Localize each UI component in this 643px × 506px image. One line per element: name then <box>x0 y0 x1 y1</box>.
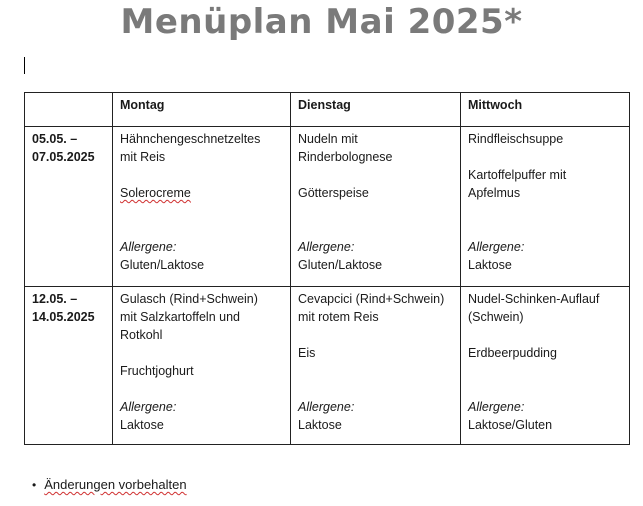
dish-line: Kartoffelpuffer mit <box>468 168 567 182</box>
footnote-text: Änderungen vorbehalten <box>44 477 187 492</box>
date-end: 07.05.2025 <box>32 150 95 164</box>
dish-line: Nudel-Schinken-Auflauf <box>468 292 600 306</box>
dessert: Erdbeerpudding <box>468 346 557 360</box>
dessert: Götterspeise <box>298 186 369 200</box>
table-row <box>25 287 630 445</box>
header-tuesday: Dienstag <box>291 93 461 127</box>
allergen-label: Allergene: <box>468 240 525 254</box>
dish-line: Rinderbolognese <box>298 150 393 164</box>
dish-line: Rotkohl <box>120 328 163 342</box>
date-end: 14.05.2025 <box>32 310 95 324</box>
dish-line: Gulasch (Rind+Schwein) <box>120 292 258 306</box>
allergens: Gluten/Laktose <box>120 258 205 272</box>
soup: Rindfleischsuppe <box>468 132 564 146</box>
allergens: Laktose/Gluten <box>468 418 553 432</box>
menu-cell-monday <box>113 287 291 445</box>
dessert: Solerocreme <box>120 186 191 200</box>
allergens: Laktose <box>298 418 342 432</box>
allergen-label: Allergene: <box>468 400 525 414</box>
menu-cell-wednesday <box>461 127 630 287</box>
allergen-label: Allergene: <box>120 400 177 414</box>
menu-table <box>24 92 630 445</box>
dish-line: Hähnchengeschnetzeltes <box>120 132 261 146</box>
dessert: Eis <box>298 346 316 360</box>
dish-line: (Schwein) <box>468 310 524 324</box>
allergen-label: Allergene: <box>298 240 355 254</box>
date-range-cell <box>25 127 113 287</box>
menu-cell-wednesday <box>461 287 630 445</box>
dish-line: mit Reis <box>120 150 166 164</box>
header-wednesday: Mittwoch <box>461 93 630 127</box>
header-empty <box>25 93 113 127</box>
footnote <box>32 477 187 492</box>
table-header-row <box>25 93 630 127</box>
bullet-icon: • <box>32 477 37 492</box>
allergens: Laktose <box>120 418 164 432</box>
text-cursor <box>24 57 25 74</box>
allergens: Gluten/Laktose <box>298 258 383 272</box>
allergens: Laktose <box>468 258 512 272</box>
dish-line: Nudeln mit <box>298 132 358 146</box>
table-row <box>25 127 630 287</box>
dessert: Fruchtjoghurt <box>120 364 194 378</box>
dish-line: mit rotem Reis <box>298 310 379 324</box>
allergen-label: Allergene: <box>120 240 177 254</box>
dish-line: Apfelmus <box>468 186 521 200</box>
header-monday: Montag <box>113 93 291 127</box>
dish-line: mit Salzkartoffeln und <box>120 310 240 324</box>
dish-line: Cevapcici (Rind+Schwein) <box>298 292 445 306</box>
menu-cell-tuesday <box>291 127 461 287</box>
allergen-label: Allergene: <box>298 400 355 414</box>
date-range-cell <box>25 287 113 445</box>
menu-cell-tuesday <box>291 287 461 445</box>
date-start: 12.05. – <box>32 292 78 306</box>
date-start: 05.05. – <box>32 132 78 146</box>
page-title: Menüplan Mai 2025* <box>120 2 523 42</box>
menu-cell-monday <box>113 127 291 287</box>
